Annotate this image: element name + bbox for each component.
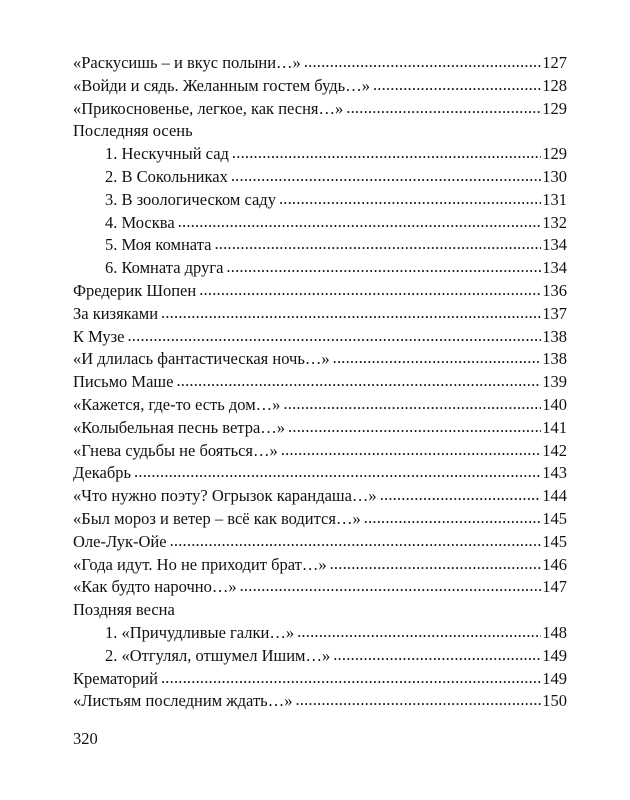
- toc-entry: [73, 348, 567, 371]
- toc-entry-title: «Войди и сядь. Желанным гостем будь…»: [73, 75, 370, 95]
- dot-leader: [373, 74, 541, 97]
- toc-entry-title: 1. Нескучный сад: [105, 144, 229, 164]
- toc-entry: [73, 52, 567, 75]
- dot-leader: [288, 416, 541, 439]
- toc-entry-title: «Как будто нарочно…»: [73, 577, 237, 597]
- toc-entry: [73, 394, 567, 417]
- toc-entry-title: «И длилась фантастическая ночь…»: [73, 349, 330, 369]
- toc-entry-page: 145: [542, 531, 567, 551]
- dot-leader: [295, 689, 541, 712]
- toc-entry: [73, 440, 567, 463]
- toc-subentry: [73, 189, 567, 212]
- dot-leader: [178, 211, 542, 234]
- toc-entry-title: «Года идут. Но не приходит брат…»: [73, 554, 327, 574]
- table-of-contents: [73, 52, 567, 713]
- dot-leader: [297, 621, 541, 644]
- dot-leader: [330, 553, 542, 576]
- toc-entry-title: К Музе: [73, 326, 125, 346]
- toc-subentry: [73, 622, 567, 645]
- toc-entry-title: Крематорий: [73, 668, 158, 688]
- toc-subentry: [73, 257, 567, 280]
- toc-entry: [73, 303, 567, 326]
- toc-entry-title: «Был мороз и ветер – всё как водится…»: [73, 508, 361, 528]
- toc-entry-page: 129: [542, 98, 567, 118]
- dot-leader: [304, 51, 541, 74]
- toc-subentry: [73, 234, 567, 257]
- toc-entry: [73, 508, 567, 531]
- toc-entry-page: 134: [542, 258, 567, 278]
- dot-leader: [231, 165, 541, 188]
- toc-entry-title: Фредерик Шопен: [73, 280, 197, 300]
- toc-entry: [73, 417, 567, 440]
- toc-entry-page: 143: [542, 463, 567, 483]
- toc-entry-page: 145: [542, 508, 567, 528]
- dot-leader: [364, 507, 542, 530]
- toc-entry-page: 144: [542, 486, 567, 506]
- toc-entry: [73, 98, 567, 121]
- toc-entry-page: 149: [542, 645, 567, 665]
- dot-leader: [161, 302, 541, 325]
- toc-section-heading: [73, 120, 567, 143]
- toc-entry: [73, 668, 567, 691]
- toc-section-title: Поздняя весна: [73, 600, 175, 620]
- toc-entry-title: «Кажется, где-то есть дом…»: [73, 394, 281, 414]
- toc-subentry: [73, 166, 567, 189]
- dot-leader: [279, 188, 541, 211]
- toc-entry-page: 137: [542, 303, 567, 323]
- toc-entry-page: 130: [542, 166, 567, 186]
- toc-entry-page: 127: [542, 53, 567, 72]
- toc-entry-title: 3. В зоологическом саду: [105, 189, 276, 209]
- dot-leader: [170, 530, 542, 553]
- toc-entry: [73, 371, 567, 394]
- toc-entry-page: 146: [542, 554, 567, 574]
- toc-entry-title: 2. «Отгулял, отшумел Ишим…»: [105, 645, 331, 665]
- toc-entry-title: 5. Моя комната: [105, 235, 212, 255]
- dot-leader: [161, 667, 541, 690]
- dot-leader: [127, 325, 541, 348]
- toc-entry-page: 148: [542, 622, 567, 642]
- toc-entry-page: 138: [542, 349, 567, 369]
- toc-entry-title: 1. «Причудливые галки…»: [105, 622, 295, 642]
- dot-leader: [240, 575, 542, 598]
- toc-entry-page: 141: [542, 417, 567, 437]
- toc-subentry: [73, 645, 567, 668]
- toc-entry-page: 147: [542, 577, 567, 597]
- dot-leader: [176, 370, 541, 393]
- toc-entry-title: «Колыбельная песнь ветра…»: [73, 417, 286, 437]
- toc-entry-page: 134: [542, 235, 567, 255]
- toc-entry-page: 140: [542, 394, 567, 414]
- toc-entry: [73, 554, 567, 577]
- toc-entry-page: 129: [542, 144, 567, 164]
- toc-entry-page: 149: [542, 668, 567, 688]
- toc-entry: [73, 690, 567, 713]
- toc-entry-page: 136: [542, 280, 567, 300]
- dot-leader: [283, 393, 541, 416]
- toc-section-heading: [73, 599, 567, 622]
- dot-leader: [281, 439, 541, 462]
- toc-entry: [73, 576, 567, 599]
- toc-entry-title: Письмо Маше: [73, 372, 174, 392]
- toc-entry-title: «Гнева судьбы не бояться…»: [73, 440, 278, 460]
- dot-leader: [199, 279, 541, 302]
- toc-entry-page: 138: [542, 326, 567, 346]
- dot-leader: [380, 484, 542, 507]
- toc-entry-page: 139: [542, 372, 567, 392]
- page-number: 320: [73, 729, 98, 748]
- dot-leader: [346, 97, 541, 120]
- toc-entry-page: 132: [542, 212, 567, 232]
- toc-entry-page: 142: [542, 440, 567, 460]
- toc-entry-title: «Что нужно поэту? Огрызок карандаша…»: [73, 486, 377, 506]
- toc-subentry: [73, 212, 567, 235]
- toc-section-title: Последняя осень: [73, 121, 193, 141]
- dot-leader: [134, 461, 541, 484]
- toc-entry-title: «Раскусишь – и вкус полыни…»: [73, 53, 301, 72]
- toc-entry-title: «Прикосновенье, легкое, как песня…»: [73, 98, 344, 118]
- toc-entry: [73, 462, 567, 485]
- toc-entry: [73, 280, 567, 303]
- dot-leader: [333, 644, 541, 667]
- toc-entry-title: Оле-Лук-Ойе: [73, 531, 167, 551]
- toc-entry-page: 128: [542, 75, 567, 95]
- toc-entry-title: «Листьям последним ждать…»: [73, 691, 293, 711]
- dot-leader: [226, 256, 541, 279]
- dot-leader: [232, 142, 541, 165]
- dot-leader: [214, 233, 541, 256]
- toc-entry-page: 150: [542, 691, 567, 711]
- toc-entry-title: Декабрь: [73, 463, 132, 483]
- toc-entry-page: 131: [542, 189, 567, 209]
- toc-entry: [73, 485, 567, 508]
- toc-entry: [73, 531, 567, 554]
- dot-leader: [333, 347, 542, 370]
- toc-entry: [73, 326, 567, 349]
- toc-entry-title: 6. Комната друга: [105, 258, 224, 278]
- toc-entry-title: 4. Москва: [105, 212, 175, 232]
- toc-subentry: [73, 143, 567, 166]
- toc-entry: [73, 75, 567, 98]
- toc-entry-title: За кизяками: [73, 303, 159, 323]
- toc-entry-title: 2. В Сокольниках: [105, 166, 228, 186]
